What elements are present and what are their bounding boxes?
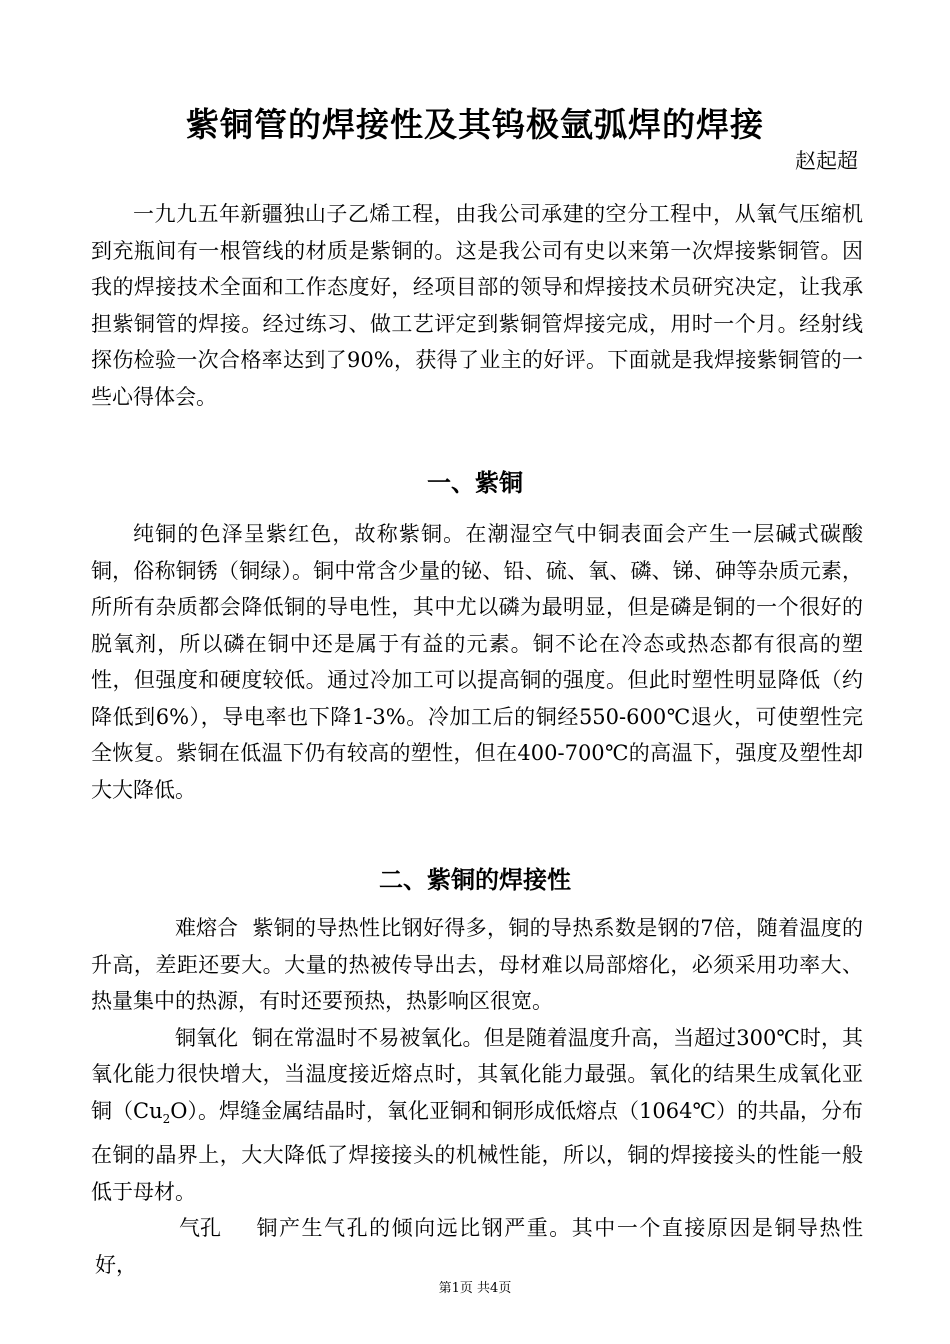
item-term: 难熔合 <box>175 916 238 940</box>
intro-paragraph: 一九九五年新疆独山子乙烯工程，由我公司承建的空分工程中，从氧气压缩机到充瓶间有一根管线的材质是紫铜的。这是我公司有史以来第一次焊接紫铜管。因我的焊接技术全面和工作态度好，经项目部的领导和焊接技术员研究决定，让我承担紫铜管的焊接。经过练习、做工艺评定到紫铜管焊接完成，用时一个月。经射线探伤检验一次合格率达到了90%，获得了业主的好评。下面就是我焊接紫铜管的一些心得体会。 <box>91 202 863 409</box>
section-heading-copper: 一、紫铜 <box>427 469 523 497</box>
item-term: 气孔 <box>179 1216 221 1241</box>
item-text-after-formula: ）。焊缝金属结晶时，氧化亚铜和铜形成低熔点（1064℃）的共晶，分布在铜的晶界上，大大降低了焊接接头的机械性能，所以，铜的焊接接头的性能一般低于母材。 <box>91 1098 864 1204</box>
intro-paragraph-block <box>91 196 863 415</box>
formula-tail: O <box>170 1098 188 1123</box>
item-text: 紫铜的导热性比钢好得多，铜的导热系数是钢的7倍，随着温度的升高，差距还要大。大量的热被传导出去，母材难以局部熔化，必须采用功率大、热量集中的热源，有时还要预热，热影响区很宽。 <box>91 916 863 1013</box>
item-term: 铜氧化 <box>175 1025 238 1050</box>
author-name: 赵起超 <box>795 149 858 173</box>
page-footer: 第1页 共4页 <box>438 1281 512 1296</box>
weldability-item-oxidation <box>91 1020 863 1211</box>
formula-base: Cu <box>133 1098 163 1123</box>
weldability-item-porosity <box>91 1210 863 1283</box>
section-weldability-body <box>91 910 863 1283</box>
weldability-item-fusion <box>91 910 863 1020</box>
item-text: 铜产生气孔的倾向远比钢严重。其中一个直接原因是铜导热性好， <box>95 1216 863 1277</box>
item-text-before-formula: 铜在常温时不易被氧化。但是随着温度升高，当超过300℃时，其氧化能力很快增大，当温度接近熔点时，其氧化能力最强。氧化的结果生成氧化亚铜（ <box>91 1025 863 1123</box>
document-title: 紫铜管的焊接性及其钨极氩弧焊的焊接 <box>186 105 764 144</box>
section-copper-body <box>91 516 863 808</box>
copper-paragraph: 纯铜的色泽呈紫红色，故称紫铜。在潮湿空气中铜表面会产生一层碱式碳酸铜，俗称铜锈（铜绿）。铜中常含少量的铋、铅、硫、氧、磷、锑、砷等杂质元素，所所有杂质都会降低铜的导电性，其中尤以磷为最明显，但是磷是铜的一个很好的脱氧剂，所以磷在铜中还是属于有益的元素。铜不论在冷态或热态都有很高的塑性，但强度和硬度较低。通过冷加工可以提高铜的强度。但此时塑性明显降低（约降低到6%），导电率也下降1-3%。冷加工后的铜经550-600℃退火，可使塑性完全恢复。紫铜在低温下仍有较高的塑性，但在400-700℃的高温下，强度及塑性却大大降低。 <box>91 522 863 802</box>
section-heading-weldability: 二、紫铜的焊接性 <box>379 866 571 894</box>
formula-subscript: 2 <box>162 1111 171 1126</box>
